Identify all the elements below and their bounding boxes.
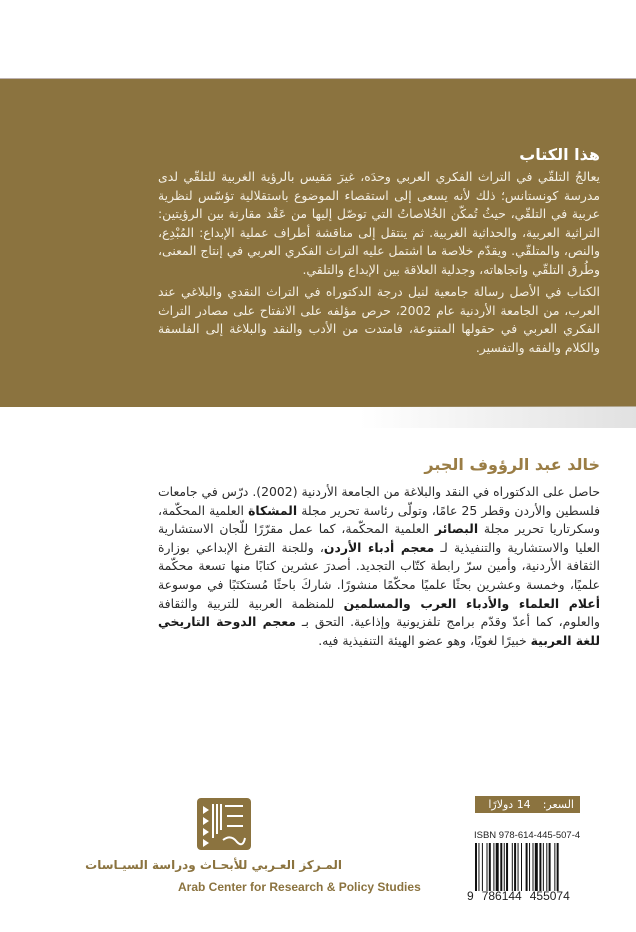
barcode-bar [504, 843, 505, 891]
isbn-text: ISBN 978-614-445-507-4 [474, 830, 581, 841]
about-book-title: هذا الكتاب [519, 145, 600, 164]
about-paragraph-2: الكتاب في الأصل رسالة جامعية لنيل درجة الدكتوراه في التراث النقدي والبلاغي عند العرب، من الجامعة الأردنية عام 2002، حرص مؤلفه على الانفتاح على مصادر التراث الفكري العربي في حقولها المتنوعة، فامتدت من الأدب والنقد والبلاغة إلى الفلسفة والكلام والفقه والتفسير. [158, 284, 600, 355]
barcode-bar [533, 843, 534, 891]
bio-text: العلمية المحكّمة، وسكرتاريا تحرير مجلة [158, 502, 601, 537]
bio-highlight: معجم أدباء الأردن [323, 539, 435, 555]
bio-text: خبيرًا لغويًا، وهو عضو الهيئة التنفيذية فيه. [318, 632, 531, 648]
barcode-bar [506, 843, 508, 891]
price-label: السعر: [542, 798, 574, 811]
author-name: خالد عبد الرؤوف الجبر [424, 455, 600, 474]
barcode-digits [467, 889, 570, 903]
barcode-bar [518, 843, 519, 891]
barcode-bar [549, 843, 551, 891]
barcode-bar [543, 843, 544, 891]
barcode-bar [496, 843, 499, 891]
barcode-digit-group: 786144 [481, 889, 522, 903]
publisher-name-arabic: المـركز العـربي للأبحـاث ودراسة السيـاسات [85, 858, 342, 872]
barcode-bar [478, 843, 479, 891]
author-bio [158, 483, 600, 650]
barcode [475, 843, 585, 891]
panel-shadow [360, 406, 636, 428]
bio-text: للمنظمة العربية للتربية والثقافة والعلوم، كما أعدّ وقدّم برامج تلفزيونية وإذاعية. التحق بـ [158, 595, 600, 630]
barcode-bar [535, 843, 538, 891]
bio-highlight: البصائر [434, 521, 479, 537]
bio-text: العلمية المحكّمة، كما عمل مقرّرًا للّجان الاستشارية العليا والاستشارية والتنفيذية لـ [158, 521, 600, 555]
bio-highlight: المشكاة [248, 502, 298, 518]
barcode-bar [546, 843, 547, 891]
barcode-bar [529, 843, 530, 891]
barcode-bar [539, 843, 541, 891]
barcode-bar [487, 843, 488, 891]
barcode-bar [554, 843, 555, 891]
barcode-bar [526, 843, 528, 891]
bio-text: حاصل على الدكتوراه في النقد والبلاغة من الجامعة الأردنية (2002). درّس في جامعات فلسطين والأردن وقطر 25 عامًا، وتولّى رئاسة تحرير مجلة [158, 484, 600, 518]
barcode-digit-group: 9 [467, 889, 474, 903]
barcode-bar [514, 843, 516, 891]
barcode-bar [482, 843, 483, 891]
barcode-bar [557, 843, 559, 891]
publisher-logo-icon [197, 798, 251, 850]
bio-highlight: أعلام العلماء والأدباء العرب والمسلمين [343, 595, 600, 611]
publisher-name-english: Arab Center for Research & Policy Studies [178, 880, 421, 894]
bio-text: ، وللجنة التفرغ الإبداعي بوزارة الثقافة الأردنية، وأمين سرّ رابطة كتّاب التجديد. أصدرَ عشرين كتابًا منها تسعة محكّمة علميًا، وخمسة وعشرين بحثًا علميًا محكّمًا منشورًا. شاركَ باحثًا مُستكتَبًا في موسوعة [158, 539, 600, 592]
bio-highlight: معجم الدوحة التاريخي للغة العربية [158, 614, 600, 648]
barcode-bar [512, 843, 513, 891]
price-tag [475, 796, 580, 813]
barcode-bar [500, 843, 502, 891]
top-margin [0, 0, 636, 78]
barcode-bar [489, 843, 491, 891]
price-value: 14 دولارًا [488, 798, 531, 811]
barcode-bar [475, 843, 477, 891]
barcode-bar [521, 843, 522, 891]
about-paragraph-1: يعالجُ التلقّي في التراث الفكري العربي وحدَه، غيرَ مَقيس بالرؤية الغربية للتلقّي لدى مدرسة كونستانس؛ ذلك لأنه يسعى إلى استقصاء الموضوع باستقلالية تؤسّس لنظرية عربية في التلقّي، حيثُ تُمكّن الخُلاصاتُ التي توصّل إليها من عَقْد مقارنة بين الرؤيتين: التراثية العربية، والحداثية الغربية. ثم ينتقل إلى مناقشة أطراف عملية الإبداع: المُبْدِع، والنص، والمتلقّي. ويقدّم خلاصة ما اشتمل عليه التراث الفكري العربي في إنتاج المعنى، وطُرق التلقّي واتجاهاته، وجدلية العلاقة بين الإبداع والتلقي. [158, 169, 600, 277]
barcode-digit-group: 455074 [529, 889, 570, 903]
barcode-bar [493, 843, 494, 891]
